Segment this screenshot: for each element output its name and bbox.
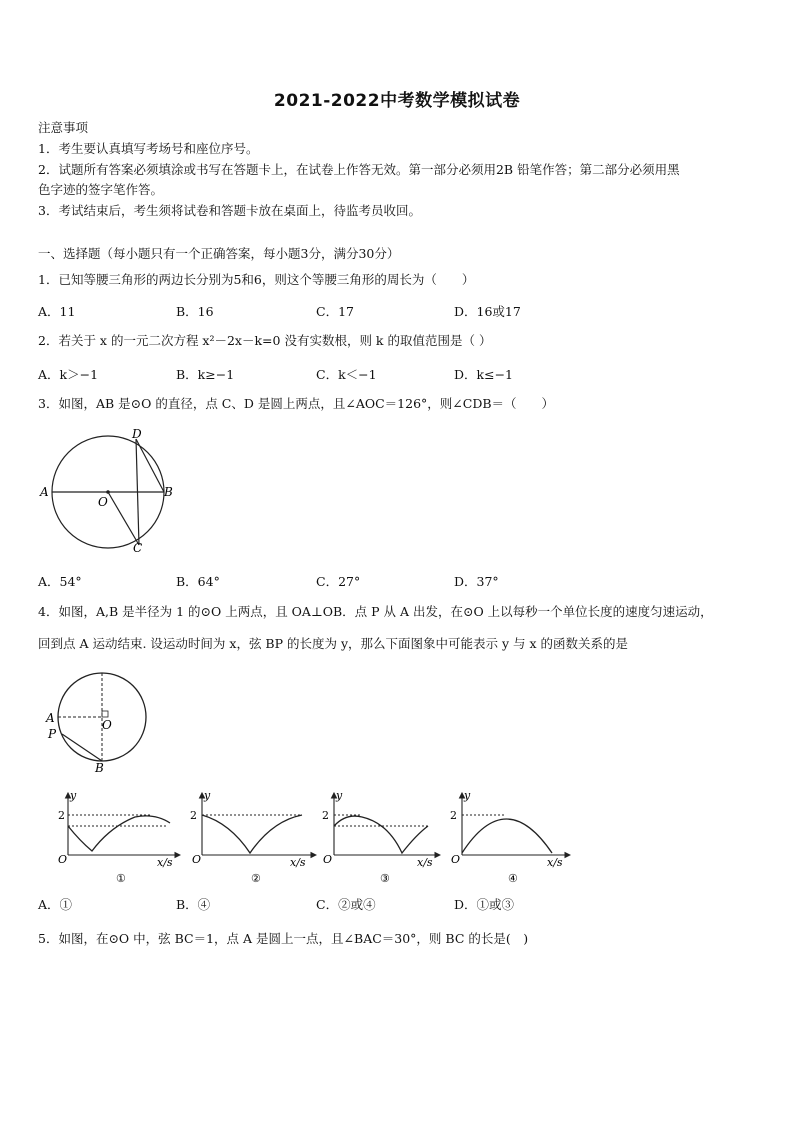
q1-option-c: C．17 (316, 304, 354, 319)
q4-graph-3 (322, 789, 440, 885)
graph-4-x-label: x/s (547, 856, 563, 869)
graph-2-tick-2: 2 (190, 809, 197, 822)
question-5-stem: 5．如图，在⊙O 中，弦 BC＝1，点 A 是圆上一点，且∠BAC＝30°，则 BC 的长是( ) (38, 931, 529, 946)
q4-graph-2 (190, 789, 316, 885)
q1-option-d: D．16或17 (454, 304, 521, 319)
q4-label-a: A (46, 711, 55, 725)
page-title: 2021-2022中考数学模拟试卷 (273, 91, 521, 111)
graph-1-y-label: y (70, 789, 77, 802)
q2-option-a: A．k＞−1 (38, 367, 99, 382)
question-4-stem-line2: 回到点 A 运动结束. 设运动时间为 x，弦 BP 的长度为 y，那么下面图象中可能表示 y 与 x 的函数关系的是 (38, 636, 629, 651)
q1-option-b: B．16 (176, 304, 214, 319)
q3-label-b: B (164, 485, 173, 499)
graph-4-y-label: y (464, 789, 471, 802)
graph-3-x-label: x/s (417, 856, 433, 869)
q4-chord-bp (62, 734, 102, 761)
graph-1-number: ① (116, 872, 126, 885)
q2-option-b: B．k≥−1 (176, 367, 235, 382)
notice-item: 1．考生要认真填写考场号和座位序号。 (38, 141, 259, 156)
q4-option-c: C．②或④ (316, 897, 376, 912)
q3-option-c: C．27° (316, 574, 361, 589)
graph-2-x-label: x/s (290, 856, 306, 869)
graph-2-origin: O (192, 853, 202, 866)
graph-3-origin: O (323, 853, 333, 866)
q3-label-a: A (40, 485, 49, 499)
graph-4-tick-2: 2 (450, 809, 457, 822)
q3-option-a: A．54° (38, 574, 82, 589)
graph-1-origin: O (58, 853, 68, 866)
q3-label-c: C (133, 541, 143, 555)
notice-heading: 注意事项 (38, 120, 89, 135)
graph-1-tick-2: 2 (58, 809, 65, 822)
q4-graph-4 (450, 789, 570, 885)
q4-label-b: B (95, 761, 104, 775)
section-heading: 一、选择题（每小题只有一个正确答案，每小题3分，满分30分） (38, 246, 400, 261)
q3-segment-oc (108, 492, 139, 545)
q4-circle-figure (44, 672, 159, 777)
notice-item: 3．考试结束后，考生须将试卷和答题卡放在桌面上，待监考员收回。 (38, 203, 421, 218)
graph-2-y-label: y (204, 789, 211, 802)
q4-label-o: O (102, 718, 112, 732)
q2-option-c: C．k＜−1 (316, 367, 377, 382)
q3-segment-db (136, 439, 164, 492)
q2-option-d: D．k≤−1 (454, 367, 513, 382)
q3-label-o: O (98, 495, 108, 509)
q4-graphs (40, 785, 600, 890)
q4-option-d: D．①或③ (454, 897, 515, 912)
graph-1-x-label: x/s (157, 856, 173, 869)
q4-label-p: P (48, 727, 57, 741)
q3-label-d: D (132, 427, 142, 441)
question-2-stem: 2．若关于 x 的一元二次方程 x²－2x－k=0 没有实数根，则 k 的取值范围是（ ） (38, 333, 492, 348)
q1-option-a: A．11 (38, 304, 76, 319)
q3-option-d: D．37° (454, 574, 499, 589)
graph-3-number: ③ (380, 872, 390, 885)
q4-right-angle-mark (102, 711, 108, 717)
graph-4-origin: O (451, 853, 461, 866)
notice-item: 2．试题所有答案必须填涂或书写在答题卡上，在试卷上作答无效。第一部分必须用2B 铅笔作答；第二部分必须用黑 (38, 162, 680, 177)
q3-option-b: B．64° (176, 574, 220, 589)
q4-graph-1 (58, 789, 180, 885)
question-3-stem: 3．如图，AB 是⊙O 的直径，点 C、D 是圆上两点，且∠AOC＝126°，则∠CDB＝（ ） (38, 396, 555, 411)
q3-circle-figure (36, 426, 186, 556)
q3-center-dot (106, 490, 110, 494)
graph-3-y-label: y (336, 789, 343, 802)
q4-option-b: B．④ (176, 897, 211, 912)
notice-item: 色字迹的签字笔作答。 (38, 182, 164, 197)
graph-4-number: ④ (508, 872, 518, 885)
graph-2-number: ② (251, 872, 261, 885)
question-4-stem-line1: 4．如图，A,B 是半径为 1 的⊙O 上两点，且 OA⊥OB．点 P 从 A 出发，在⊙O 上以每秒一个单位长度的速度匀速运动， (38, 604, 713, 619)
graph-3-tick-2: 2 (322, 809, 329, 822)
question-1-stem: 1．已知等腰三角形的两边长分别为5和6，则这个等腰三角形的周长为（ ） (38, 272, 475, 287)
q4-option-a: A．① (38, 897, 73, 912)
